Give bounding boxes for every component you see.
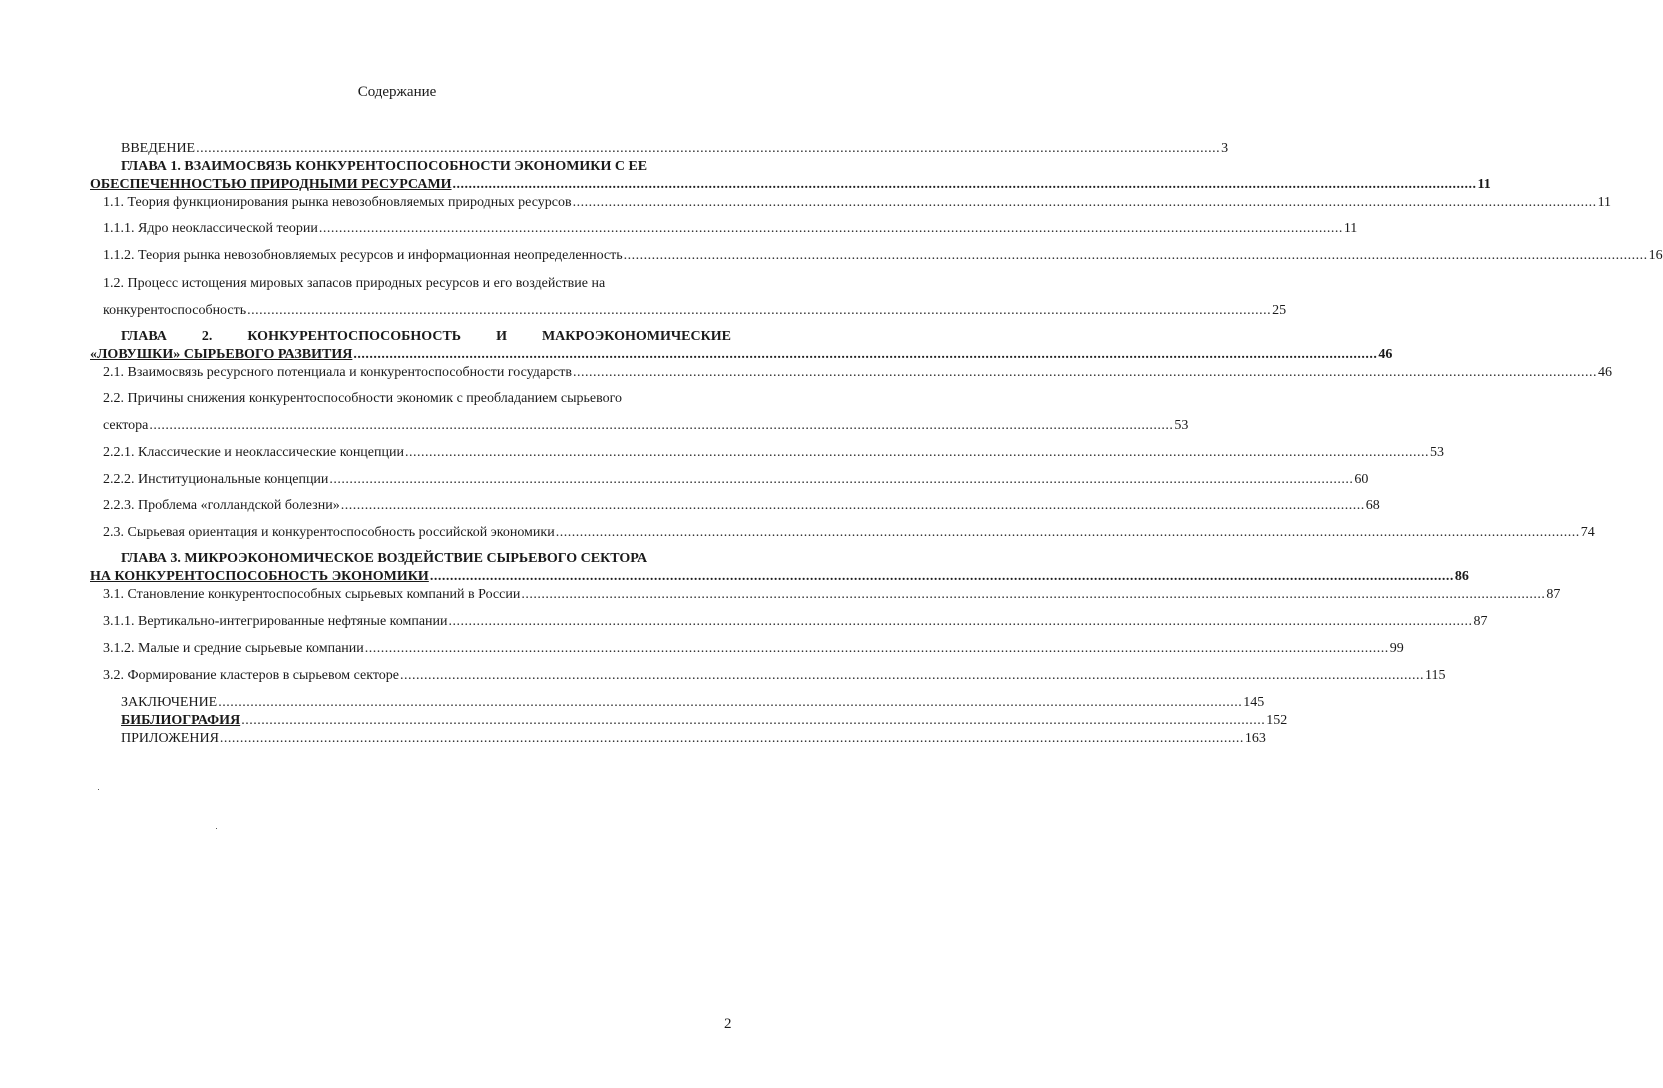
toc-entry-2-2[interactable] xyxy=(103,417,1189,434)
toc-entry-1-1-1[interactable] xyxy=(103,220,1358,237)
dot-leader: ................................................................................................................................................................................................................................................................ xyxy=(429,569,1454,584)
toc-entry-appendices[interactable] xyxy=(121,730,1266,747)
toc-entry-label: 1.1.1. Ядро неоклассической теории xyxy=(103,221,318,236)
toc-page-number: 163 xyxy=(1244,731,1266,746)
toc-entry-chapter-3[interactable] xyxy=(90,568,1469,585)
dot-leader: ................................................................................................................................................................................................................................................................ xyxy=(241,713,1266,728)
dot-leader: ................................................................................................................................................................................................................................................................ xyxy=(340,498,1365,513)
dot-leader: ................................................................................................................................................................................................................................................................ xyxy=(448,614,1473,629)
toc-entry-2-2-2[interactable] xyxy=(103,471,1369,488)
toc-entry-3-1[interactable] xyxy=(103,586,1561,603)
toc-entry-label: 2.2.2. Институциональные концепции xyxy=(103,472,329,487)
dot-leader: ................................................................................................................................................................................................................................................................ xyxy=(318,221,1343,236)
toc-entry-label: ЗАКЛЮЧЕНИЕ xyxy=(121,695,218,710)
dot-leader: ................................................................................................................................................................................................................................................................ xyxy=(219,731,1244,746)
toc-page-number: 68 xyxy=(1365,498,1380,513)
toc-entry-1-1[interactable] xyxy=(103,194,1612,211)
toc-entry-label: 2.2.3. Проблема «голландской болезни» xyxy=(103,498,340,513)
toc-page-number: 53 xyxy=(1430,445,1444,460)
toc-entry-label: ПРИЛОЖЕНИЯ xyxy=(121,731,219,746)
toc-entry-conclusion[interactable] xyxy=(121,694,1265,711)
dot-leader: ................................................................................................................................................................................................................................................................ xyxy=(329,472,1354,487)
toc-entry-label: 1.1.2. Теория рынка невозобновляемых ресурсов и информационная неопределенность xyxy=(103,248,623,263)
dot-leader: ................................................................................................................................................................................................................................................................ xyxy=(405,445,1429,460)
dot-leader: ................................................................................................................................................................................................................................................................ xyxy=(247,303,1272,318)
toc-entry-1-2-first-line[interactable]: 1.2. Процесс истощения мировых запасов природных ресурсов и его воздействие на xyxy=(103,276,606,291)
toc-page-number: 25 xyxy=(1272,303,1287,318)
dot-leader: ................................................................................................................................................................................................................................................................ xyxy=(573,365,1598,380)
dot-leader: ................................................................................................................................................................................................................................................................ xyxy=(572,195,1597,210)
toc-page-number: 145 xyxy=(1243,695,1265,710)
toc-entry-label: 3.1. Становление конкурентоспособных сырьевых компаний в России xyxy=(103,587,521,602)
dot-leader: ................................................................................................................................................................................................................................................................ xyxy=(196,141,1221,156)
toc-entry-1-2[interactable] xyxy=(103,302,1287,319)
toc-entry-1-1-2[interactable] xyxy=(103,247,1663,264)
toc-entry-2-2-1[interactable] xyxy=(103,444,1444,461)
scan-speck xyxy=(98,789,99,790)
toc-entry-label: НА КОНКУРЕНТОСПОСОБНОСТЬ ЭКОНОМИКИ xyxy=(90,569,429,584)
toc-entry-label: 2.1. Взаимосвязь ресурсного потенциала и конкурентоспособности государств xyxy=(103,365,573,380)
toc-entry-3-1-2[interactable] xyxy=(103,640,1404,657)
toc-page-number: 74 xyxy=(1580,525,1595,540)
dot-leader: ................................................................................................................................................................................................................................................................ xyxy=(521,587,1546,602)
toc-page-number: 115 xyxy=(1425,668,1446,683)
toc-entry-label: конкурентоспособность xyxy=(103,303,247,318)
toc-page-number: 87 xyxy=(1473,614,1488,629)
toc-entry-3-1-1[interactable] xyxy=(103,613,1488,630)
toc-chapter-2-word: МАКРОЭКОНОМИЧЕСКИЕ xyxy=(541,329,731,344)
toc-chapter-2-word: 2. xyxy=(201,329,213,344)
toc-entry-label: 3.1.2. Малые и средние сырьевые компании xyxy=(103,641,364,656)
toc-chapter-2-word: КОНКУРЕНТОСПОСОБНОСТЬ xyxy=(247,329,462,344)
toc-page-number: 11 xyxy=(1597,195,1612,210)
toc-entry-label: ВВЕДЕНИЕ xyxy=(121,141,196,156)
page-number: 2 xyxy=(724,1016,732,1032)
dot-leader: ................................................................................................................................................................................................................................................................ xyxy=(400,668,1424,683)
dot-leader: ................................................................................................................................................................................................................................................................ xyxy=(218,695,1243,710)
toc-entry-label: сектора xyxy=(103,418,149,433)
toc-entry-label: 2.3. Сырьевая ориентация и конкурентоспособность российской экономики xyxy=(103,525,555,540)
dot-leader: ................................................................................................................................................................................................................................................................ xyxy=(353,347,1378,362)
dot-leader: ................................................................................................................................................................................................................................................................ xyxy=(364,641,1389,656)
toc-chapter-2-word: ГЛАВА xyxy=(121,329,167,344)
dot-leader: ................................................................................................................................................................................................................................................................ xyxy=(623,248,1648,263)
toc-page-number: 87 xyxy=(1546,587,1561,602)
toc-entry-2-3[interactable] xyxy=(103,524,1595,541)
toc-entry-2-2-3[interactable] xyxy=(103,497,1380,514)
toc-entry-bibliography[interactable] xyxy=(121,712,1288,729)
toc-page-number: 16 xyxy=(1648,248,1663,263)
toc-entry-label: ОБЕСПЕЧЕННОСТЬЮ ПРИРОДНЫМИ РЕСУРСАМИ xyxy=(90,177,452,192)
toc-entry-3-2[interactable] xyxy=(103,667,1446,684)
toc-entry-label: 3.1.1. Вертикально-интегрированные нефтяные компании xyxy=(103,614,448,629)
toc-page-number: 11 xyxy=(1343,221,1358,236)
toc-page-number: 53 xyxy=(1174,418,1189,433)
toc-entry-label: «ЛОВУШКИ» СЫРЬЕВОГО РАЗВИТИЯ xyxy=(90,347,353,362)
toc-page-number: 46 xyxy=(1598,365,1613,380)
toc-page-number: 86 xyxy=(1454,569,1469,584)
toc-entry-label: БИБЛИОГРАФИЯ xyxy=(121,713,241,728)
scan-speck xyxy=(216,828,217,829)
toc-page-number: 152 xyxy=(1266,713,1288,728)
toc-entry-intro[interactable] xyxy=(121,140,1229,157)
toc-chapter-1-title[interactable]: ГЛАВА 1. ВЗАИМОСВЯЗЬ КОНКУРЕНТОСПОСОБНОСТИ ЭКОНОМИКИ С ЕЕ xyxy=(121,159,648,174)
toc-chapter-2-word: И xyxy=(496,329,507,344)
toc-entry-chapter-1[interactable] xyxy=(90,176,1491,193)
toc-page-number: 3 xyxy=(1221,141,1229,156)
toc-chapter-2-title[interactable] xyxy=(121,328,731,345)
toc-entry-label: 3.2. Формирование кластеров в сырьевом секторе xyxy=(103,668,399,683)
dot-leader: ................................................................................................................................................................................................................................................................ xyxy=(555,525,1580,540)
toc-page-number: 46 xyxy=(1378,347,1393,362)
toc-entry-2-1[interactable] xyxy=(103,364,1613,381)
toc-page-number: 60 xyxy=(1354,472,1369,487)
toc-entry-label: 1.1. Теория функционирования рынка невозобновляемых природных ресурсов xyxy=(103,195,572,210)
dot-leader: ................................................................................................................................................................................................................................................................ xyxy=(452,177,1477,192)
toc-chapter-3-title[interactable]: ГЛАВА 3. МИКРОЭКОНОМИЧЕСКОЕ ВОЗДЕЙСТВИЕ СЫРЬЕВОГО СЕКТОРА xyxy=(121,551,648,566)
toc-entry-2-2-first-line[interactable]: 2.2. Причины снижения конкурентоспособности экономик с преобладанием сырьевого xyxy=(103,391,622,406)
page-title: Содержание xyxy=(357,84,437,100)
dot-leader: ................................................................................................................................................................................................................................................................ xyxy=(149,418,1174,433)
toc-page-number: 11 xyxy=(1477,177,1491,192)
toc-entry-label: 2.2.1. Классические и неоклассические концепции xyxy=(103,445,404,460)
toc-entry-chapter-2[interactable] xyxy=(90,346,1393,363)
toc-page-number: 99 xyxy=(1389,641,1404,656)
